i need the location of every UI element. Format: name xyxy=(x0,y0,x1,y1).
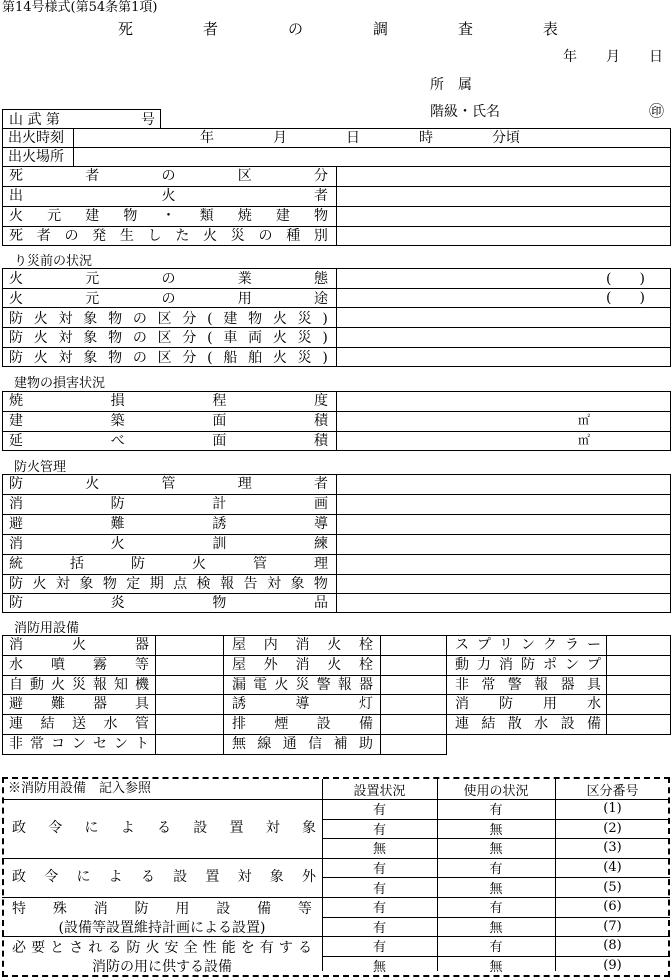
doc-number-label: 山 武 第 xyxy=(9,112,60,128)
fire-time-label: 出火時刻 xyxy=(8,130,64,146)
equipment-item-label: 水 噴 霧 等 xyxy=(9,656,149,673)
equipment-item-label: 無 線 通 信 補 助 xyxy=(232,736,373,752)
equipment-item-label: 屋 外 消 火 栓 xyxy=(232,656,373,673)
unit-minute: 分頃 xyxy=(492,130,520,146)
title-char: 死 xyxy=(118,20,134,38)
unit-year: 年 xyxy=(200,130,214,146)
fire-management-row-label: 防 火 管 理 者 xyxy=(9,476,328,492)
rank-name-label: 階級・氏名 xyxy=(430,104,500,120)
fire-management-row-label: 消 防 計 画 xyxy=(9,495,328,512)
doc-number-suffix: 号 xyxy=(141,112,155,128)
reference-install-status: 有 xyxy=(372,822,386,838)
reference-column-header: 区分番号 xyxy=(586,783,639,799)
reference-class-number: (3) xyxy=(603,840,622,856)
title-char: 査 xyxy=(457,20,473,38)
equipment-item-label: 避 難 器 具 xyxy=(9,696,149,713)
reference-group-label: 特 殊 消 防 用 設 備 等 xyxy=(12,901,312,917)
usage-purpose-paren: ( ) xyxy=(606,290,645,306)
form-number: 第14号様式(第54条第1項) xyxy=(2,0,158,15)
reference-class-number: (8) xyxy=(603,938,622,954)
title-char: 表 xyxy=(542,20,558,38)
unit-month: 月 xyxy=(273,130,287,146)
reference-install-status: 有 xyxy=(372,862,386,878)
equipment-heading: 消防用設備 xyxy=(14,621,80,636)
unit-day: 日 xyxy=(346,130,360,146)
reference-class-number: (5) xyxy=(603,879,622,895)
general-row-label: 死 者 の 発 生 し た 火 災 の 種 別 xyxy=(9,228,328,244)
reference-use-status: 無 xyxy=(489,842,503,858)
reference-use-status: 有 xyxy=(489,803,503,819)
title-char: の xyxy=(287,20,303,38)
title-char: 者 xyxy=(202,20,218,38)
page-title xyxy=(118,22,558,37)
date-month: 月 xyxy=(606,49,620,65)
reference-use-status: 無 xyxy=(489,960,503,976)
reference-class-number: (9) xyxy=(603,958,622,974)
reference-class-number: (4) xyxy=(603,860,622,876)
seal-icon: ㊞ xyxy=(649,102,665,120)
pre-disaster-row-label: 火 元 の 業 態 xyxy=(9,271,328,287)
date-year: 年 xyxy=(563,49,577,65)
fire-management-heading: 防火管理 xyxy=(14,460,67,475)
title-char: 調 xyxy=(372,20,388,38)
reference-use-status: 無 xyxy=(489,920,503,936)
reference-class-number: (7) xyxy=(603,918,622,934)
reference-install-status: 無 xyxy=(372,960,386,976)
equipment-item-label: 連 結 送 水 管 xyxy=(9,716,149,733)
equipment-item-label: 漏 電 火 災 警 報 器 xyxy=(232,676,373,693)
reference-use-status: 無 xyxy=(489,822,503,838)
unit-hour: 時 xyxy=(419,130,433,146)
general-row-label: 火 元 建 物 ・ 類 焼 建 物 xyxy=(9,208,328,224)
reference-group-label: 必 要 と さ れ る 防 火 安 全 性 能 を 有 す る xyxy=(12,940,312,957)
floor-area-unit: ㎡ xyxy=(578,433,591,447)
reference-install-status: 有 xyxy=(372,881,386,897)
reference-install-status: 有 xyxy=(372,920,386,936)
building-damage-row-label: 建 築 面 積 xyxy=(9,413,328,429)
equipment-item-label: 排 煙 設 備 xyxy=(232,716,373,733)
equipment-item-label: 動 力 消 防 ポ ン プ xyxy=(455,656,601,673)
equipment-item-label: 非 常 警 報 器 具 xyxy=(455,676,601,693)
date-day: 日 xyxy=(649,49,663,65)
area-unit: ㎡ xyxy=(578,413,591,427)
equipment-item-label: 屋 内 消 火 栓 xyxy=(232,637,373,653)
building-damage-heading: 建物の損害状況 xyxy=(14,376,106,391)
reference-column-header: 使用の状況 xyxy=(463,783,529,799)
pre-disaster-row-label: 防 火 対 象 物 の 区 分 ( 船 舶 火 災 ) xyxy=(9,350,328,367)
reference-class-number: (2) xyxy=(603,820,622,836)
reference-group-sublabel: 消防の用に供する設備 xyxy=(92,959,232,976)
reference-class-number: (6) xyxy=(603,899,622,915)
fire-management-row-label: 統 括 防 火 管 理 xyxy=(9,555,328,572)
reference-use-status: 有 xyxy=(489,901,503,917)
reference-column-header: 設置状況 xyxy=(353,783,406,799)
building-damage-row-label: 焼 損 程 度 xyxy=(9,393,328,409)
equipment-item-label: 消 火 器 xyxy=(9,637,149,653)
reference-header-note: ※消防用設備 記入参照 xyxy=(8,781,152,796)
reference-use-status: 無 xyxy=(489,881,503,897)
fire-management-row-label: 避 難 誘 導 xyxy=(9,515,328,532)
report-date xyxy=(563,50,663,64)
reference-install-status: 有 xyxy=(372,901,386,917)
fire-time-field[interactable] xyxy=(200,131,520,145)
equipment-item-label: 非 常 コ ン セ ン ト xyxy=(9,736,149,752)
equipment-item-label: 連 結 散 水 設 備 xyxy=(455,716,601,733)
pre-disaster-row-label: 火 元 の 用 途 xyxy=(9,290,328,307)
equipment-item-label: 誘 導 灯 xyxy=(232,696,373,713)
affiliation-label: 所 属 xyxy=(430,77,472,93)
fire-management-row-label: 防 炎 物 品 xyxy=(9,595,328,612)
fire-management-row-label: 消 火 訓 練 xyxy=(9,535,328,552)
fire-place-label: 出火場所 xyxy=(8,149,64,165)
reference-class-number: (1) xyxy=(603,801,622,817)
pre-disaster-row-label: 防 火 対 象 物 の 区 分 ( 建 物 火 災 ) xyxy=(9,310,328,327)
reference-install-status: 無 xyxy=(372,842,386,858)
doc-number-box[interactable] xyxy=(2,109,161,129)
reference-group-label: 政 令 に よ る 設 置 対 象 外 xyxy=(12,869,316,886)
general-row-label: 死 者 の 区 分 xyxy=(9,168,328,184)
equipment-item-label: ス プ リ ン ク ラ ー xyxy=(455,637,601,653)
usage-type-paren: ( ) xyxy=(606,271,645,287)
equipment-item-label: 消 防 用 水 xyxy=(455,696,601,713)
equipment-item-label: 自 動 火 災 報 知 機 xyxy=(9,676,149,693)
general-row-label: 出 火 者 xyxy=(9,188,328,204)
pre-disaster-heading: り災前の状況 xyxy=(14,254,93,269)
reference-group-sublabel: (設備等設置維持計画による設置) xyxy=(58,920,266,936)
reference-use-status: 有 xyxy=(489,940,503,956)
fire-management-row-label: 防 火 対 象 物 定 期 点 検 報 告 対 象 物 xyxy=(9,575,328,592)
reference-use-status: 有 xyxy=(489,862,503,878)
reference-group-label: 政 令 に よ る 設 置 対 象 xyxy=(12,820,316,837)
reference-install-status: 有 xyxy=(372,803,386,819)
building-damage-row-label: 延 べ 面 積 xyxy=(9,433,328,449)
pre-disaster-row-label: 防 火 対 象 物 の 区 分 ( 車 両 火 災 ) xyxy=(9,330,328,347)
reference-install-status: 有 xyxy=(372,940,386,956)
